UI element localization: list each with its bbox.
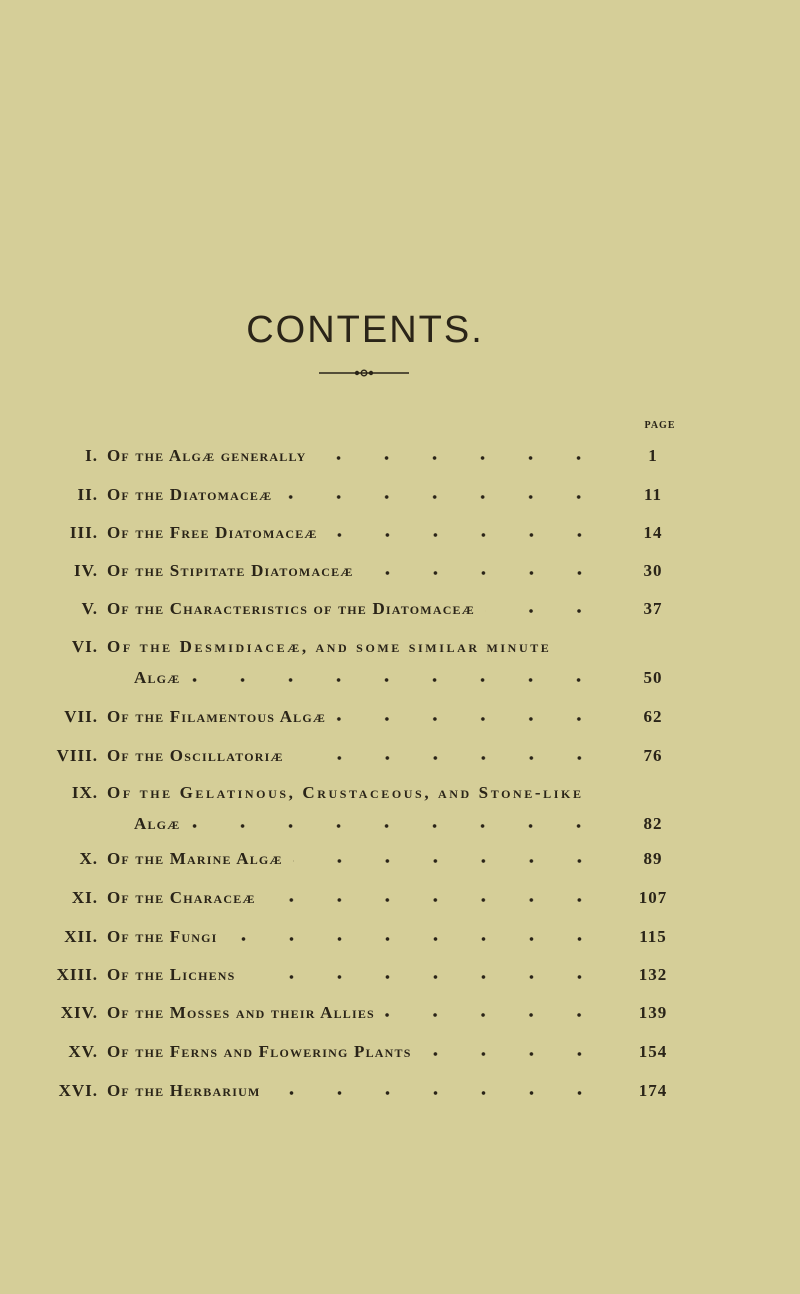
page-number: 89 [643,849,663,868]
page-number: 62 [643,707,663,726]
dot-leader [190,824,603,828]
chapter-title: Of the Stipitate Diatomaceæ [107,561,354,580]
dot-leader [422,1052,603,1056]
chapter-title: Of the Free Diatomaceæ [107,523,318,542]
chapter-numeral: XV. [68,1042,98,1061]
dot-leader [271,1091,604,1095]
dot-leader [328,533,603,537]
toc-entry[interactable] [0,849,720,869]
chapter-numeral: III. [69,523,98,542]
toc-entry[interactable] [0,927,720,947]
page-number: 1 [648,446,658,465]
dot-leader [336,717,603,721]
chapter-title: Of the Characteristics of the Diatomaceæ [107,599,475,618]
toc-entry[interactable] [0,965,720,985]
toc-entry[interactable] [0,888,720,908]
chapter-title: Of the Mosses and their Allies [107,1003,375,1022]
chapter-title: Of the Herbarium [107,1081,261,1100]
page-number: 154 [638,1042,668,1061]
chapter-title: Of the Oscillatoriæ [107,746,284,765]
chapter-title: Of the Marine Algæ [107,849,283,868]
toc-entry[interactable] [0,446,720,466]
dot-leader [364,571,603,575]
chapter-numeral: XIII. [56,965,98,984]
toc-entry[interactable] [0,1042,720,1062]
chapter-numeral: VII. [64,707,98,726]
page-number: 115 [639,927,667,946]
chapter-numeral: II. [77,485,98,504]
chapter-title: Of the Desmidiaceæ, and some similar minute [107,637,552,656]
chapter-title-continued: Algæ [134,814,181,833]
page-title: CONTENTS. [246,309,484,352]
chapter-title: Of the Characeæ [107,888,256,907]
toc-entry[interactable] [0,637,720,688]
chapter-title: Of the Gelatinous, Crustaceous, and Stone-like [107,783,584,802]
page-number: 107 [638,888,668,907]
page-number: 76 [643,746,663,765]
chapter-numeral: XVI. [58,1081,98,1100]
page-column-label: PAGE [644,420,676,431]
chapter-numeral: XII. [64,927,98,946]
chapter-title: Of the Fungi [107,927,218,946]
dot-leader [190,678,603,682]
toc-entry[interactable] [0,1081,720,1101]
chapter-numeral: XI. [71,888,98,907]
chapter-title: Of the Diatomaceæ [107,485,273,504]
page-number: 82 [643,814,663,833]
chapter-title: Of the Filamentous Algæ [107,707,327,726]
chapter-title-continued: Algæ [134,668,181,687]
dot-leader [282,495,603,499]
toc-entry[interactable] [0,783,720,834]
page-number: 11 [643,485,663,504]
toc-entry[interactable] [0,746,720,766]
page-number: 30 [643,561,663,580]
toc-entry[interactable] [0,707,720,727]
dot-leader [385,1013,603,1017]
chapter-numeral: VI. [71,637,98,656]
toc-entry[interactable] [0,523,720,543]
page-number: 132 [638,965,668,984]
dot-leader [293,859,603,863]
dot-leader [266,898,603,902]
toc-entry[interactable] [0,485,720,505]
page-number: 50 [643,668,663,687]
chapter-title: Of the Lichens [107,965,236,984]
page-number: 14 [643,523,663,542]
dot-leader [294,756,603,760]
page-number: 37 [643,599,663,618]
chapter-numeral: I. [85,446,98,465]
toc-entry[interactable] [0,1003,720,1023]
dot-leader [246,975,603,979]
chapter-numeral: VIII. [56,746,98,765]
toc-entry[interactable] [0,561,720,581]
chapter-numeral: IX. [71,783,98,802]
dot-leader [228,937,603,941]
dot-leader [485,609,603,613]
chapter-numeral: IV. [74,561,98,580]
page-number: 139 [638,1003,668,1022]
chapter-numeral: V. [81,599,98,618]
ornament-divider [319,369,409,377]
chapter-numeral: XIV. [60,1003,98,1022]
page-number: 174 [638,1081,668,1100]
chapter-title: Of the Algæ generally [107,446,307,465]
toc-entry[interactable] [0,599,720,619]
dot-leader [316,456,603,460]
chapter-title: Of the Ferns and Flowering Plants [107,1042,412,1061]
chapter-numeral: X. [79,849,98,868]
